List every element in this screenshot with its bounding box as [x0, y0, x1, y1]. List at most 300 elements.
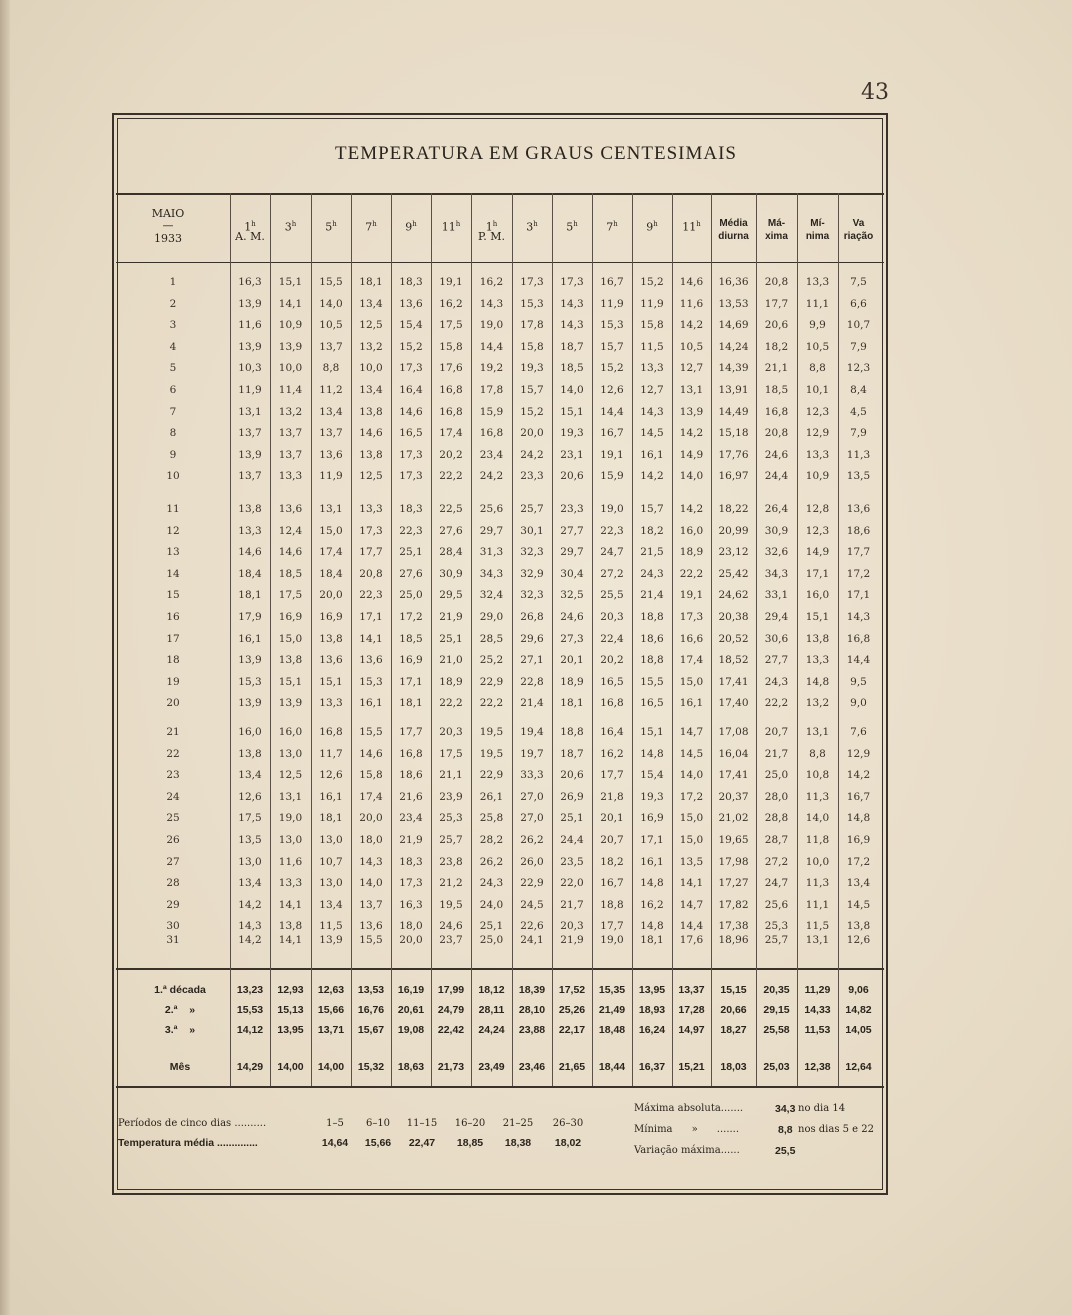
table-cell: 27,1 [520, 654, 544, 667]
day-number: 25 [166, 812, 180, 825]
table-cell: 24,6 [560, 611, 584, 623]
table-cell: 14,2 [238, 898, 262, 911]
table-cell: 32,4 [479, 589, 504, 602]
day-number: 1 [169, 276, 177, 288]
table-cell: 18,5 [560, 362, 584, 375]
table-rule [116, 968, 884, 970]
summary-cell: 14,00 [317, 1061, 345, 1073]
table-cell: 13,3 [238, 524, 262, 537]
summary-cell: 18,12 [478, 984, 505, 996]
table-cell: 16,8 [439, 384, 463, 396]
table-cell: 16,4 [600, 726, 624, 738]
table-cell: 32,9 [520, 567, 544, 580]
table-cell: 18,3 [399, 855, 423, 868]
table-cell: 18,96 [718, 934, 749, 946]
table-cell: 24,3 [640, 567, 664, 580]
table-cell: 15,2 [600, 362, 624, 375]
table-cell: 14,8 [640, 920, 664, 933]
table-cell: 14,6 [359, 427, 383, 440]
table-cell: 20,0 [319, 589, 343, 602]
table-cell: 14,0 [359, 877, 383, 890]
table-cell: 28,0 [764, 790, 789, 803]
table-cell: 20,8 [359, 567, 383, 580]
table-cell: 21,4 [520, 697, 544, 710]
table-cell: 14,8 [846, 812, 871, 825]
table-cell: 15,2 [640, 276, 664, 288]
summary-cell: 18,27 [720, 1024, 747, 1036]
day-number: 12 [166, 524, 180, 537]
table-cell: 15,0 [679, 675, 704, 688]
table-cell: 14,7 [679, 898, 704, 911]
max-variation-value: 25,5 [775, 1145, 796, 1157]
table-cell: 13,3 [805, 654, 830, 667]
table-cell: 15,1 [640, 726, 664, 738]
table-cell: 15,8 [439, 340, 463, 353]
table-cell: 23,4 [479, 448, 504, 461]
table-cell: 12,8 [805, 503, 830, 515]
table-cell: 25,0 [479, 934, 504, 946]
table-cell: 18,8 [560, 726, 584, 738]
table-cell: 16,7 [600, 877, 624, 890]
table-cell: 28,5 [479, 632, 504, 645]
table-cell: 12,5 [359, 319, 383, 332]
table-cell: 13,9 [278, 340, 303, 353]
summary-cell: 16,76 [357, 1004, 385, 1016]
table-cell: 23,8 [439, 855, 463, 868]
table-cell: 17,1 [640, 834, 664, 846]
table-cell: 23,3 [520, 470, 544, 483]
table-cell: 13,6 [359, 654, 383, 667]
table-cell: 17,3 [679, 611, 704, 623]
table-cell: 13,0 [319, 834, 343, 846]
table-cell: 12,6 [319, 769, 343, 782]
table-cell: 16,2 [479, 276, 504, 288]
table-cell: 14,9 [805, 546, 830, 559]
table-cell: 13,2 [278, 405, 303, 418]
table-cell: 14,4 [479, 340, 504, 353]
table-cell: 16,9 [319, 611, 343, 623]
table-cell: 16,8 [479, 427, 504, 440]
table-cell: 20,1 [600, 812, 624, 825]
summary-cell: 12,63 [317, 984, 345, 996]
table-cell: 33,1 [764, 589, 789, 602]
table-cell: 24,2 [479, 470, 504, 483]
table-cell: 14,1 [679, 877, 704, 890]
table-cell: 17,3 [399, 362, 423, 375]
table-cell: 13,7 [278, 448, 303, 461]
table-cell: 17,4 [439, 427, 463, 440]
table-cell: 25,6 [764, 898, 789, 911]
table-cell: 15,8 [640, 319, 664, 332]
table-cell: 28,8 [764, 812, 789, 825]
hour-superscript: h [251, 220, 256, 228]
day-number: 26 [166, 834, 180, 846]
table-cell: 24,4 [764, 470, 789, 483]
day-number: 4 [169, 340, 177, 353]
table-cell: 13,7 [359, 898, 383, 911]
table-cell: 13,6 [319, 654, 343, 667]
summary-cell: 13,53 [357, 984, 385, 996]
summary-cell: 21,65 [558, 1061, 586, 1073]
column-header-sub: xima [765, 231, 788, 242]
table-cell: 18,6 [846, 524, 871, 537]
table-cell: 18,1 [640, 934, 664, 946]
table-cell: 23,3 [560, 503, 584, 515]
table-cell: 18,6 [640, 632, 664, 645]
table-rule [116, 193, 884, 195]
table-cell: 18,2 [640, 524, 664, 537]
table-cell: 23,12 [718, 546, 749, 559]
table-cell: 16,9 [399, 654, 423, 667]
table-cell: 17,3 [520, 276, 544, 288]
table-cell: 17,9 [238, 611, 262, 623]
table-cell: 13,3 [805, 276, 830, 288]
table-cell: 13,4 [359, 297, 383, 310]
day-number: 19 [166, 675, 180, 688]
table-cell: 13,1 [805, 726, 830, 738]
summary-cell: 21,49 [598, 1004, 626, 1016]
table-cell: 21,7 [764, 747, 789, 760]
day-number: 2 [169, 297, 177, 310]
table-cell: 26,0 [520, 855, 544, 868]
day-number: 15 [166, 589, 180, 602]
table-cell: 10,0 [278, 362, 303, 375]
table-cell: 15,5 [359, 934, 383, 946]
period-mean: 18,85 [456, 1137, 484, 1149]
table-cell: 20,8 [764, 427, 789, 440]
table-cell: 8,8 [809, 362, 826, 375]
table-cell: 14,2 [679, 427, 704, 440]
table-cell: 30,6 [764, 632, 789, 645]
table-cell: 12,7 [679, 362, 704, 375]
table-cell: 14,5 [846, 898, 871, 911]
table-cell: 25,1 [399, 546, 423, 559]
table-cell: 21,1 [439, 769, 463, 782]
table-cell: 26,2 [520, 834, 544, 846]
table-cell: 20,2 [600, 654, 624, 667]
table-cell: 10,1 [805, 384, 830, 396]
table-cell: 13,2 [805, 697, 830, 710]
summary-cell: 14,82 [845, 1004, 872, 1016]
table-cell: 20,37 [718, 790, 749, 803]
summary-cell: 22,17 [558, 1024, 586, 1036]
table-cell: 14,6 [238, 546, 262, 559]
table-cell: 24,4 [560, 834, 584, 846]
table-cell: 11,9 [319, 470, 343, 483]
day-number: 7 [169, 405, 177, 418]
table-cell: 11,8 [805, 834, 830, 846]
table-cell: 22,2 [479, 697, 504, 710]
table-cell: 17,6 [679, 934, 704, 946]
summary-cell: 15,15 [720, 984, 747, 996]
table-cell: 30,9 [439, 567, 463, 580]
table-cell: 26,8 [520, 611, 544, 623]
table-cell: 31,3 [479, 546, 504, 559]
table-cell: 26,1 [479, 790, 504, 803]
table-cell: 15,0 [679, 812, 704, 825]
table-cell: 17,41 [718, 675, 749, 688]
table-cell: 14,0 [805, 812, 830, 825]
summary-cell: 14,05 [845, 1024, 872, 1036]
table-cell: 15,8 [359, 769, 383, 782]
table-cell: 18,1 [319, 812, 343, 825]
table-cell: 28,2 [479, 834, 504, 846]
period-range: 21–25 [502, 1118, 534, 1129]
table-cell: 20,7 [600, 834, 624, 846]
table-cell: 30,9 [764, 524, 789, 537]
table-cell: 32,6 [764, 546, 789, 559]
table-cell: 13,3 [805, 448, 830, 461]
summary-cell: 15,13 [277, 1004, 304, 1016]
summary-cell: 20,35 [763, 984, 790, 996]
table-cell: 14,6 [679, 276, 704, 288]
hour-superscript: h [492, 220, 498, 228]
day-number: 31 [166, 934, 180, 946]
table-cell: 21,0 [439, 654, 463, 667]
table-cell: 11,6 [278, 855, 303, 868]
table-cell: 16,2 [640, 898, 664, 911]
table-cell: 18,8 [600, 898, 624, 911]
summary-cell: 18,93 [638, 1004, 666, 1016]
table-cell: 15,5 [319, 276, 343, 288]
table-cell: 20,1 [560, 654, 584, 667]
table-cell: 24,62 [718, 589, 749, 602]
table-cell: 22,3 [600, 524, 624, 537]
summary-cell: 15,66 [317, 1004, 345, 1016]
table-cell: 21,8 [600, 790, 624, 803]
table-cell: 27,3 [560, 632, 584, 645]
day-number: 3 [169, 319, 177, 332]
summary-cell: 18,48 [598, 1024, 626, 1036]
table-cell: 25,1 [479, 920, 504, 933]
table-cell: 12,3 [805, 524, 830, 537]
table-cell: 29,7 [479, 524, 504, 537]
table-cell: 19,3 [560, 427, 584, 440]
table-cell: 16,8 [319, 726, 343, 738]
table-cell: 25,2 [479, 654, 504, 667]
table-cell: 8,8 [809, 747, 826, 760]
table-cell: 17,1 [805, 567, 830, 580]
table-cell: 13,5 [679, 855, 704, 868]
table-cell: 15,0 [319, 524, 343, 537]
table-cell: 13,9 [319, 934, 343, 946]
period-mean: 14,64 [321, 1137, 349, 1149]
table-cell: 13,8 [359, 405, 383, 418]
table-cell: 11,3 [846, 448, 871, 461]
table-cell: 25,8 [479, 812, 504, 825]
hour-superscript: h [412, 220, 417, 228]
table-cell: 10,9 [278, 319, 303, 332]
table-cell: 14,6 [278, 546, 303, 559]
table-cell: 14,5 [640, 427, 664, 440]
table-cell: 13,0 [238, 855, 262, 868]
table-cell: 18,2 [764, 340, 789, 353]
table-cell: 15,0 [679, 834, 704, 846]
table-cell: 11,5 [319, 920, 343, 933]
table-cell: 16,6 [679, 632, 704, 645]
day-number: 18 [166, 654, 180, 667]
table-cell: 17,1 [359, 611, 383, 623]
summary-cell: 17,99 [437, 984, 465, 996]
period-range: 1–5 [326, 1118, 344, 1129]
table-cell: 11,3 [805, 790, 830, 803]
table-cell: 14,24 [718, 340, 749, 353]
table-cell: 16,1 [238, 632, 262, 645]
table-cell: 15,5 [359, 726, 383, 738]
column-header-top: Va [852, 218, 865, 229]
table-cell: 14,49 [718, 405, 749, 418]
table-cell: 25,5 [600, 589, 624, 602]
summary-cell: 12,64 [845, 1061, 872, 1073]
summary-cell: 13,95 [638, 984, 666, 996]
table-cell: 14,6 [399, 405, 423, 418]
min-absolute-value: 8,8 [778, 1124, 793, 1136]
column-header-top: Mí- [810, 218, 825, 229]
table-cell: 16,3 [399, 898, 423, 911]
table-cell: 21,7 [560, 898, 584, 911]
table-cell: 17,08 [718, 726, 749, 738]
table-cell: 12,3 [846, 362, 871, 375]
table-cell: 34,3 [764, 567, 789, 580]
hour-superscript: h [696, 220, 701, 228]
table-cell: 16,1 [640, 855, 664, 868]
table-cell: 15,7 [640, 503, 664, 515]
table-cell: 13,8 [278, 920, 303, 933]
table-cell: 16,7 [600, 427, 624, 440]
table-cell: 18,6 [399, 769, 423, 782]
summary-cell: 28,11 [478, 1004, 505, 1016]
table-cell: 10,5 [679, 340, 704, 353]
table-cell: 17,2 [846, 567, 871, 580]
max-absolute-note: no dia 14 [798, 1103, 846, 1114]
table-cell: 13,8 [359, 448, 383, 461]
table-cell: 25,3 [764, 920, 789, 933]
table-cell: 16,1 [640, 448, 664, 461]
summary-label: 2.ª » [164, 1004, 196, 1016]
table-cell: 22,0 [560, 877, 584, 890]
table-cell: 15,9 [479, 405, 504, 418]
table-cell: 24,6 [764, 448, 789, 461]
table-cell: 12,9 [805, 427, 830, 440]
summary-cell: 16,19 [397, 984, 425, 996]
table-cell: 11,1 [805, 297, 830, 310]
table-cell: 15,1 [560, 405, 584, 418]
table-cell: 16,8 [600, 697, 624, 710]
hour-superscript: h [332, 220, 337, 228]
table-cell: 23,4 [399, 812, 423, 825]
table-cell: 15,5 [640, 675, 664, 688]
table-cell: 10,7 [846, 319, 871, 332]
column-header-top: Média [719, 218, 748, 229]
table-cell: 14,3 [359, 855, 383, 868]
table-cell: 16,1 [319, 790, 343, 803]
table-cell: 13,53 [718, 297, 749, 310]
table-cell: 22,3 [359, 589, 383, 602]
table-cell: 25,3 [439, 812, 463, 825]
header-year: 1933 [154, 232, 182, 245]
table-cell: 25,1 [560, 812, 584, 825]
table-cell: 15,2 [399, 340, 423, 353]
table-cell: 22,3 [399, 524, 423, 537]
table-cell: 18,8 [640, 611, 664, 623]
table-cell: 15,3 [238, 675, 262, 688]
table-cell: 20,0 [359, 812, 383, 825]
table-cell: 18,9 [560, 675, 584, 688]
table-cell: 19,7 [520, 747, 544, 760]
table-cell: 17,7 [600, 769, 624, 782]
table-cell: 16,04 [718, 747, 749, 760]
table-cell: 22,9 [479, 769, 504, 782]
table-cell: 13,7 [319, 340, 343, 353]
table-cell: 13,4 [319, 898, 343, 911]
table-cell: 24,7 [600, 546, 624, 559]
table-cell: 9,0 [850, 697, 867, 710]
day-number: 13 [166, 546, 180, 559]
table-cell: 12,6 [846, 934, 871, 946]
summary-cell: 23,88 [518, 1024, 546, 1036]
table-cell: 16,1 [359, 697, 383, 710]
table-cell: 14,4 [846, 654, 871, 667]
table-cell: 16,5 [399, 427, 423, 440]
summary-cell: 14,29 [236, 1061, 264, 1073]
table-cell: 20,0 [520, 427, 544, 440]
table-cell: 27,6 [399, 567, 423, 580]
table-cell: 20,7 [764, 726, 789, 738]
table-cell: 13,3 [278, 877, 303, 890]
table-cell: 16,9 [278, 611, 303, 623]
table-cell: 11,3 [805, 877, 830, 890]
table-cell: 25,7 [520, 503, 544, 515]
table-cell: 12,5 [278, 769, 303, 782]
table-cell: 14,2 [679, 503, 704, 515]
table-cell: 22,4 [600, 632, 624, 645]
table-cell: 16,9 [640, 812, 664, 825]
table-cell: 14,2 [846, 769, 871, 782]
period-range: 11–15 [406, 1118, 438, 1129]
table-cell: 16,1 [679, 697, 704, 710]
table-cell: 17,4 [319, 546, 343, 559]
max-absolute-label: Máxima absoluta....... [634, 1103, 744, 1114]
day-number: 29 [166, 898, 180, 911]
table-cell: 16,2 [439, 297, 463, 310]
day-number: 22 [166, 747, 180, 760]
table-cell: 13,1 [319, 503, 343, 515]
summary-cell: 25,26 [558, 1004, 586, 1016]
table-cell: 20,6 [764, 319, 789, 332]
summary-cell: 13,95 [277, 1024, 304, 1036]
table-cell: 11,4 [278, 384, 303, 396]
table-cell: 18,5 [399, 632, 423, 645]
table-cell: 14,8 [805, 675, 830, 688]
table-cell: 14,7 [679, 726, 704, 738]
table-cell: 17,3 [399, 448, 423, 461]
table-cell: 18,8 [640, 654, 664, 667]
table-cell: 13,7 [238, 427, 262, 440]
hour-superscript: h [372, 220, 377, 228]
summary-cell: 17,28 [678, 1004, 705, 1016]
table-cell: 13,0 [319, 877, 343, 890]
table-cell: 30,4 [560, 567, 584, 580]
table-cell: 15,7 [520, 384, 544, 396]
table-cell: 16,8 [846, 632, 871, 645]
table-cell: 16,8 [764, 405, 789, 418]
table-cell: 19,5 [439, 898, 463, 911]
summary-cell: 16,24 [638, 1024, 666, 1036]
summary-cell: 20,61 [397, 1004, 425, 1016]
table-cell: 14,3 [238, 920, 262, 933]
header-month: MAIO [151, 207, 185, 220]
summary-cell: 13,37 [678, 984, 705, 996]
